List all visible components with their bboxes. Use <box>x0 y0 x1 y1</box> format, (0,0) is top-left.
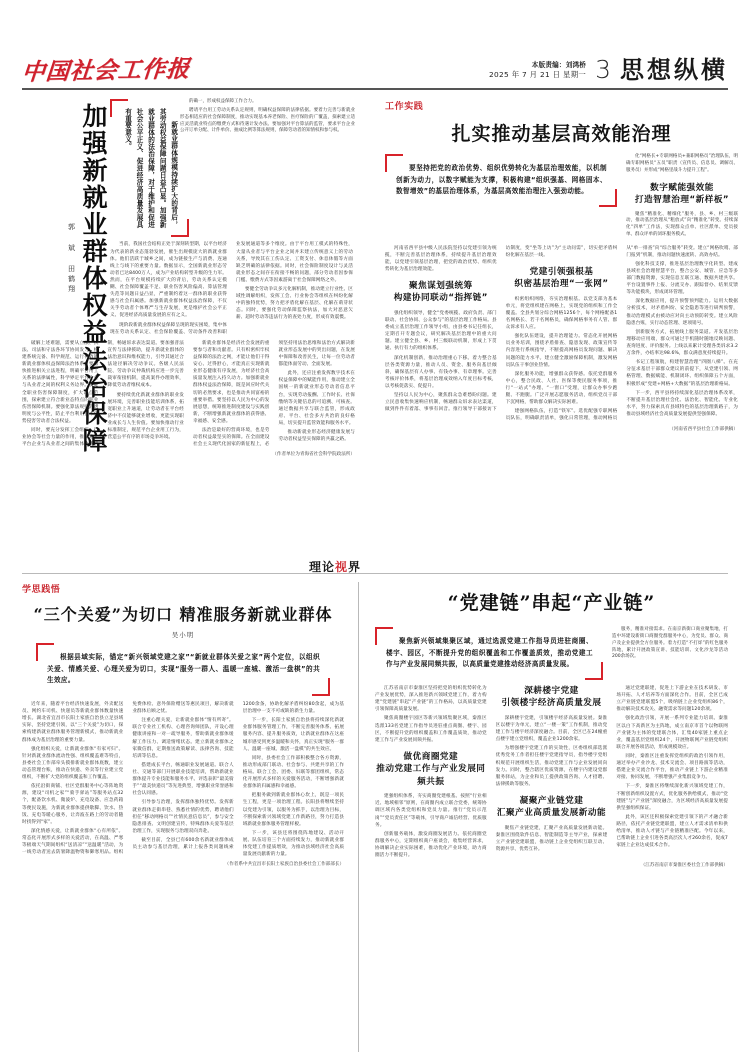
lead-paragraph: 根据县域实际，锚定“新兴领域党建之家”“新就业群体关爱之家”两个定位，以组织关爱、情感关爱、心理关爱为切口，实现“服务一群人、温暖一座城、激活一盘棋”的共生效应。 <box>36 643 330 696</box>
bottom-zone <box>22 582 728 1052</box>
article-source: （江苏省南京市秦淮区委社会工作部供稿） <box>640 863 728 869</box>
article-top-right <box>373 99 738 569</box>
paragraph: 同时，要充分发挥工会组织、行业协会等社会力量的作用，推动建立平台企业与从业者之间的集体协商机制，畅通诉求表达渠道。要加强普法宣传与法律援助，提升新就业群体的法治意识和维权能力，引导其通过合法途径解决劳动争议。各级人民法院、劳动争议仲裁机构应进一步完善裁审衔接机制，提高案件办理效率，降低劳动者维权成本。 <box>22 340 184 448</box>
paragraph: 近年来，随着平台经济快速发展，外卖配送员、网约车司机、快递员等新就业群体数量快速增长。湖北省宜昌市长阳土家族自治县立足县域实际，坚持党建引领，以“三个关爱”为切口，探索构建新就业群体服务管理新模式，推动新就业群体成为基层治理的重要力量。 <box>22 701 124 743</box>
paragraph: 新就业群体是经济社会发展的重要参与者和贡献者。只有织密织牢权益保障的法治之网，才能让他们干得安心、过得舒心，才能真正实现新就业形态健康有序发展，为经济社会高质量发展注入持久动力。加强新就业群体权益法治保障，既是回应时代关切的必然要求，也是推动共同富裕的重要举措。要坚持以人民为中心的发展思想，统筹推进制度建设与实践创新，不断增强新就业群体的获得感、幸福感、安全感。 <box>193 340 270 425</box>
paragraph: 引导参与治理，发挥群体独特优势。发挥新就业群体走街串巷、熟悉社情的优势，聘请他们担任“移动网格员”“社情民意信息员”，参与安全隐患排查、文明创建宣传、特殊群体关爱等基层治理工作，实现服务与治理双向奔赴。 <box>132 800 234 834</box>
paragraph: 深化数据应用，提升预警预判能力。运用大数据分析技术，对矛盾纠纷、安全隐患等进行研判预警，推动治理模式由被动应对向主动预防转变。建立风险隐患台账，实行动态管理、逐项销号。 <box>626 299 738 326</box>
subheading-line-2: 推动党建工作与产业发展同频共振 <box>376 764 486 787</box>
stamp-highlight: 视 <box>334 560 348 575</box>
lead-column <box>110 99 178 237</box>
article-top-left-head-block <box>110 99 355 237</box>
paragraph: 强化政治引领，开展一系列专业能力培训。秦淮区以白下高新区为主阵地，成立南京市首个以物联网产业链为主体的党建联合体，汇集40家链上重点企业，覆盖基层党组织24个，开展物联网产业链党组织联合开展各项活动，形成规模效应。 <box>616 716 728 750</box>
paragraph: 深耕楼宇党建，引领楼宇经济高质量发展。秦淮区以楼宇为单元，建立“一楼一策”工作机制，推动党建工作与楼宇经济深度融合。目前，全区已在24幢重点楼宇建立党组织，覆盖企业1200余家。 <box>495 715 608 743</box>
masthead <box>20 0 728 86</box>
article-bottom-right <box>363 582 728 1052</box>
paragraph: 把服务做到新就业群体心坎上，既是一项民生工程，更是一项治理工程。长阳县将继续坚持以党建为引领，以服务为抓手，以治理为目标，不断探索新兴领域党建工作新路径，努力打造县域新就业群体服务管理样板。 <box>242 793 345 827</box>
vertical-headline-wrap <box>28 103 106 503</box>
subheading <box>506 266 618 291</box>
paragraph: 同时，秦淮区注重发挥党组织的政治引领作用，通过举办产业沙龙、技术交流会、项目路演等活动，搭建企业交流合作平台，推动产业链上下游企业精准对接、协同发展，不断增强产业集群竞争力。 <box>616 753 728 781</box>
paragraph: 下一步，西平县将持续深化基层治理体系改革，不断提升基层治理社会化、法治化、智能化、专业化水平，努力探索具有县域特色的基层治理新路子，为推动县域经济社会高质量发展提供坚强保障。 <box>626 390 738 417</box>
lead-paragraph: 新就业群体规模持续扩大的背后，其劳动权益保障问题日益凸显。加强新就业群体的法治保障，对于维护和促进社会公平正义、促进经济高质量发展具有重要意义。 <box>110 99 189 237</box>
author-byline: 郭 斌 田鹤翔 <box>67 223 76 296</box>
section-name: 思想纵横 <box>620 56 728 85</box>
subheading <box>626 182 738 207</box>
paragraph: 创新服务方式，拓展线上服务渠道。开发基层治理移动应用端，群众可通过手机随时随地反映问题、查询进度、评价服务。上线以来累计受理各类诉求3.2万余件，办结率达98.6%，群众满意度持续提升。 <box>626 329 738 357</box>
paragraph: 深化服务功能，增强群众获得感。依托党群服务中心，整合民政、人社、医保等便民服务事项，推行“一站式”办理、“一窗口”受理，让群众办事少跑腿、不跑腿。广泛开展志愿服务活动，组织党员干部下沉网格，帮助群众解决实际困难。 <box>505 371 618 406</box>
paragraph: 现阶段新就业群体权益保障呈现的现实困境，集中体现在劳动关系认定、社会保险覆盖、劳动条件改善和职业发展通道等多个维度。由于平台用工模式的特殊性，大量从业者与平台企业之间并未建立传统意义上的劳动关系，导致其在工伤认定、工资支付、休息休假等方面缺乏明确的法律依据。同时，社会保险制度设计与灵活就业形态之间存在衔接不畅的问题，部分劳动者因参保门槛、缴费方式等因素游离于社会保障网络之外。 <box>110 242 353 335</box>
subheading-line-1: 数字赋能强效能 <box>650 182 714 193</box>
subheading-line-1: 聚焦谋划强统筹 <box>408 280 473 291</box>
page-number: 3 <box>595 55 611 85</box>
masthead-rule <box>22 88 728 90</box>
subheading <box>375 751 487 788</box>
article-bottom-left <box>22 582 354 1052</box>
page-editor-line: 本版责编：刘鸿桥 <box>531 61 587 70</box>
page-title: 加强新就业群体权益法治保障 <box>79 103 108 455</box>
publication-date: 2025 年 7 月 21 日 星期一 <box>489 70 587 80</box>
paragraph: 下一步，秦淮区将继续深化新兴领域党建工作，不断创新组织设置方式，优化服务供给模式，推动“党建链”与“产业链”深度融合，为区域经济高质量发展提供坚强组织保证。 <box>616 784 728 811</box>
section-kicker: 工作实践 <box>385 102 424 113</box>
paragraph: 服务，精准对接需求。在南京新街口商业聚集地，打造中环建设新街口商圈党群服务中心，为党员、群众、商户及企业提供全方位服务。着力打造“不打烊”的红色服务阵地，累计开展政策宣讲、技能培训、文化沙龙等活动200余场次。 <box>612 627 728 660</box>
paragraph: 强化组织关爱，让新就业群体“有家可归”。针对新就业群体流动性强、组织覆盖难等特点，县委社会工作部牵头摸排新就业群体底数，建立动态管理台账，推动在快递、外卖等行业建立党组织，不断扩大党的组织覆盖和工作覆盖。 <box>22 746 124 781</box>
masthead-right-group <box>489 55 728 85</box>
paragraph: 同时，县委社会工作部积极整合各方资源，推动形成部门联动、社会参与、共建共享的工作格局。联合工会、团委、妇联等群团组织，常态化开展形式多样的关爱服务活动，不断增强新就业群体的归属感和幸福感。 <box>242 755 345 790</box>
article-headline: “三个关爱”为切口 精准服务新就业群体 <box>33 605 333 625</box>
subheading-line-1: 党建引领强根基 <box>529 266 594 277</box>
paragraph: 此外，还应注重发挥数字技术在权益保障中的赋能作用，推动建立全国统一的新就业形态劳动者信息平台，实现劳动报酬、工作时长、社保缴纳等关键信息的可追溯、可核查。通过数据共享与联合监管，形成政府、平台、社会多方共治的良好格局，切实提升监管效能和服务水平。 <box>278 371 355 427</box>
paragraph: 聚焦产业链党建，汇聚产业高质量发展新动能。秦淮区围绕软件信息、智能制造等主导产业，探索建立产业链党建联盟，推动链上企业党组织互联互动、资源共享、优势互补。 <box>495 825 608 853</box>
paragraph: 法治是最好的营商环境，也是劳动者权益最坚实的保障。在全面建设社会主义现代化国家的新征程上，必须坚持用法治思维和法治方式解决新就业形态发展中的突出问题，在发展中保障和改善民生，让每一位劳动者都能体面劳动、全面发展。 <box>193 340 355 448</box>
subheading <box>496 795 608 820</box>
paragraph: 坚持以人民为中心，聚焦群众急难愁盼问题。建立民意收集快速响应机制，畅通群众诉求表达渠道，做到件件有着落、事事有回音。推行领导干部接访下访制度，变“坐等上访”为“主动问需”，切实把矛盾纠纷化解在基层一线。 <box>385 245 618 413</box>
paragraph: 强化科技支撑，推进基层治理数字化转型。建成县域社会治理智慧平台，整合公安、城管、应急等多部门数据资源，实现信息互联互通、数据共建共享。平台设置事件上报、分流交办、跟踪督办、结果反馈等功能模块，形成闭环管理。 <box>626 261 738 296</box>
masthead-meta <box>489 61 586 82</box>
paragraph: 下一步，该县还将围绕阵地建设、活动开展、队伍培育三个方面持续发力，推动新就业群体党建工作提质增效，为推动县域经济社会高质量发展贡献新的力量。 <box>242 830 345 858</box>
article-source: （河南省西平县社会工作部供稿） <box>669 426 738 432</box>
paragraph: 的确一，形成权益保障工作合力。 <box>189 99 257 105</box>
paragraph: 建强网格队伍，打造“铁军”。选优配强专职网格员队伍，明确职责清单，强化日常管理，推动网格员从“单一排查”向“综合服务”转变。建立“网格吹哨、部门报到”机制，推动问题快速流转、高效办结。 <box>505 245 738 422</box>
article-headline: 扎实推动基层高效能治理 <box>451 123 672 146</box>
subheading <box>496 685 608 710</box>
paragraph: 织密组织网络，夯实治理根基。以党支部为基本单元，将党组织建在网格上，实现党的组织和工作全覆盖。全县共划分综合网格1256个，每个网格配备1名网格长、若干名网格员，确保网格事务有人管、群众诉求有人应。 <box>505 296 618 331</box>
subheading-line-2: 织密基层治理“一张网” <box>514 279 609 290</box>
article-headline: “党建链”串起“产业链” <box>447 592 656 615</box>
top-zone <box>22 99 738 575</box>
paragraph: 强化组织领导，健全“党委统揽、政府负责、部门联动、社会协同、公众参与”的基层治理工作格局。县委成立基层治理工作领导小组，由县委书记任组长，定期召开专题会议，研究解决基层治理中的重大问题。建立健全县、乡、村三级联动机制，形成上下贯通、执行有力的组织体系。 <box>385 310 497 352</box>
subheading-line-1: 做优商圈党建 <box>403 751 459 762</box>
paragraph: 化“网格长+专职网格员+兼职网格员”治理队伍，明确专职网格员“五员”职责（宣传员、信息员、调解员、服务员）并形成“网格里战斗力提升工程”。 <box>626 154 738 173</box>
article-body <box>22 701 344 858</box>
paragraph: 依托沿街商铺、社区党群服务中心等阵地资源，建设“司机之家”“骑手驿站”等服务站点32个，配备饮水机、微波炉、充电设备、应急药箱等便民设施，为新就业群体提供歇脚、饮水、热饭、充电等暖心服务，让奔波在路上的劳动者随时找得到“家”。 <box>22 784 124 825</box>
article-body <box>375 685 728 859</box>
paragraph: 聚焦“精准化、精细化”服务，县、乡、村三级联动，推动基层治理从“粗放式”向“精准化”转变。持续深化“四单”工作法，实现群众点单、社区派单、党员接单、群众评单的闭环服务模式。 <box>626 211 738 237</box>
paragraph: 要持续优化新就业群体的职业发展环境，完善职业技能培训体系，拓宽职业上升通道，让劳动者在平台经济中不仅能够就业增收，更能实现职业成长与人生价值。要加快推动行业标准制定，规范平台企业用工行为，营造公平有序的市场竞争环境。 <box>107 392 184 441</box>
subheading-line-2: 引领楼宇经济高质量发展 <box>501 698 602 709</box>
paragraph: 下一步，长阳土家族自治县将持续深化新就业群体服务管理工作，不断完善服务体系、拓展服务内容、提升服务质效，让新就业群体在这座城市感受到更多温暖和关怀，真正实现“服务一群人、温暖一座城、激活一盘棋”的共生效应。 <box>242 718 345 752</box>
paragraph: 注重心理关爱，让新就业群体“情有所寄”。联合专业社工机构、心理咨询师团队，开设心理健康讲座和一对一疏导服务，帮助新就业群体缓解工作压力、调适情绪状态。建立新就业群体之家微信群，定期推送政策解读、法律咨询、技能培训等信息。 <box>132 718 234 759</box>
paragraph: 深化情感关爱，让新就业群体“心有所依”。常态化开展形式多样的关爱活动，在高温、严寒等极端天气期间组织“送清凉”“送温暖”活动，为一线劳动者送去防暑降温物资和御寒用品。组织免费体检、意外保险赠送等惠民项目，解决新就业群体后顾之忧。 <box>22 701 234 856</box>
paragraph: 为增强楼宇党建工作的实效性，区委组织部选派优秀党务工作者担任楼宇党建指导员，指导楼宇党组织规范开展组织生活，推动党建工作与企业发展同向发力。同时，整合辖区优质资源，在楼宇内建设党群服务驿站，为企业和员工提供政策咨询、人才招聘、法律援助等服务。 <box>495 746 608 787</box>
subheading-line-1: 深耕楼宇党建 <box>524 685 579 696</box>
section-kicker: 学思践悟 <box>22 585 61 596</box>
paragraph: 推动新就业形态经济健康发展与劳动者权益坚实保障的共赢之路。 <box>278 430 355 443</box>
zone-divider <box>22 573 728 574</box>
subheading-line-2: 构建协同联动“指挥链” <box>393 293 488 304</box>
paragraph: 截至目前，全县已有600余名新就业群体成员主动参与基层治理，累计上报各类问题线索1200余条，协助化解矛盾纠纷80余起，成为基层治理中一支不可或缺的新生力量。 <box>132 701 345 851</box>
article-side-column <box>612 627 728 680</box>
subheading <box>385 280 497 305</box>
paragraph: 创新服务载体，激发商圈发展活力。依托商圈党群服务中心，定期组织商户座谈会，收集经营诉求，协调解决企业实际困难，推动优化产业环境，助力商圈活力不断提升。 <box>375 831 487 859</box>
article-body-mid <box>110 241 353 335</box>
article-source: （作者系中共宜昌市长阳土家族自治县委社会工作部部长） <box>224 862 345 868</box>
paragraph: 建强组织体系，夯实商圈党建根基。按照“行业相近、地域相邻”原则，在商圈内成立联合党委，统筹协调区域内各类党组织和党员力量。推行“党员示范岗”“党员责任区”等载体，引导商户诚信经营、优质服务。 <box>375 794 487 828</box>
subheading-line-2: 打造智慧治理“新样板” <box>634 195 730 206</box>
paragraph: 搭建成长平台，畅通职业发展通道。联合人社、交通等部门开展职业技能培训，帮助新就业群体提升专业技能和服务水平。评选表彰“最美骑手”“最美快递员”等先进典型，增强职业荣誉感和社会认同感。 <box>132 762 234 797</box>
paragraph: 书记工程领航，构建智慧治理“四圈八梯”。在充分征求基层干部群众建议的前提下，从党建引领、网格管理、数据赋能、机制闭环、组织保障五个方面，积极形成“党建+网格+大数据”的基层治理新格局。 <box>626 360 738 387</box>
article-top-left <box>22 99 365 575</box>
paragraph: 深化机制创新，推动治理重心下移。着力整合基层各类资源力量，推动人员、资金、服务向基层倾斜，确保基层有人办事、有钱办事、有章理事。完善考核评价体系，将基层治理成效纳入年度目标考核，以考核促落实、促提升。 <box>385 355 497 389</box>
paragraph: 此外，该区还积极探索党建引领下的产才融合新路径，依托产业链党建联盟，建立人才需求清单和供给清单，推动人才链与产业链精准匹配。今年以来，已帮助链上企业引进各类高层次人才260余名，促成7家链上企业达成技术合作。 <box>616 814 728 849</box>
column-divider <box>358 582 359 1052</box>
subheading-line-2: 汇聚产业高质量发展新动能 <box>496 808 607 819</box>
stamp-prefix: 理论 <box>308 560 335 575</box>
stamp-suffix: 界 <box>347 560 361 575</box>
lead-paragraph: 聚焦新兴领域集聚区域，通过选派党建工作指导员进驻商圈、楼宇、园区，不断提升党的组织覆盖和工作覆盖质效，推动党建工作与产业发展同频共振，以高质量党建推动经济高质量发展。 <box>375 627 603 680</box>
article-body <box>385 245 738 423</box>
paragraph: 河南省西平县中级人民法院坚持以党建引领为统揽，不断完善基层治理体系，持续提升基层治理效能，以党建引领基层治理，把党的政治优势、组织优势转化为基层治理效能。 <box>385 245 497 272</box>
paragraph: 江苏省南京市秦淮区坚持把党的组织优势转化为产业发展优势，深入推进新兴领域党建工作，着力构建“党建链”串起“产业链”的工作格局，以高质量党建引领保障高质量发展。 <box>375 685 487 713</box>
article-side-column <box>626 154 738 240</box>
theory-stamp <box>309 558 361 575</box>
paragraph: 聚焦商圈楼宇园区等新兴领域集聚区域，秦淮区选派133名党建工作指导员进驻重点商圈、楼宇、园区，不断提升党的组织覆盖和工作覆盖质效，推动党建工作与产业发展同频共振。 <box>375 716 487 743</box>
article-source: （作者单位为青海省社会科学院政法所） <box>272 452 355 458</box>
author-byline: 吴小明 <box>171 631 195 640</box>
subheading-line-1: 凝聚产业链党建 <box>519 795 584 806</box>
paragraph: 当前，我国社会结构正处于深刻转型期，以平台经济为代表的新业态蓬勃发展，催生出规模庞大的新就业群体。他们活跃于城乡之间，成为链接生产与消费、连通线上与线下的重要力量。数据显示，全国新就业形态劳动者已达8400万人，成为产业结构转型升级的生力军。然而，在平台规模持续扩大的背后，劳动关系认定模糊、社会保障覆盖不足、职业伤害风险偏高、算法管理失范等问题日益凸显，严重制约着这一群体的职业获得感与社会归属感。加强新就业群体权益法治保障，不仅关乎劳动者个体尊严与生存发展，更是维护社会公平正义、促进经济高质量发展的应有之义。 <box>110 242 227 319</box>
newspaper-logo: 中国社会工作报 <box>20 55 192 86</box>
lead-paragraph: 要坚持把党的政治优势、组织优势转化为基层治理效能，以机制创新为动力，以数字赋能为支撑，积极构建“组织强基、网格固本、数智增效”的基层治理体系，为基层高效能治理注入强劲动能。 <box>385 154 617 207</box>
article-body-early <box>180 99 355 237</box>
paragraph: 破解上述难题，需要从立法、执法、司法和守法各环节协同发力，构建系统完备、科学规范、运行有效的新就业群体权益保障法治体系。要加快推进相关立法进程，明确平台用工关系的法律属性，科学界定平台企业与从业者之间的权利义务边界。要健全职业伤害保障制度，扩大试点范围，探索建立符合新业态特点的职业伤害保障机制。要强化算法规则的透明度与公平性，防止平台利用技术优势侵害劳动者合法权益。 <box>22 340 99 425</box>
paragraph: 聘请平台用工劳动关系认定规则，明确权益保障的法律依据。要着力完善与新就业形态相适应的社会保障制度，推动实现基本养老保险、医疗保险的广覆盖，探索建立适应灵活就业特点的缴费方式和待遇计发办法。要加强对平台算法的监管，要求平台企业公开订单分配、计件单价、抽成比例等算法规则，保障劳动者的知情权和参与权。 <box>180 108 355 134</box>
paragraph: 通过党建联建，促进上下游企业在技术研发、市场开拓、人才培养等方面深化合作。目前，全区已成立产业链党建联盟5个，吸纳链上企业党组织86个，推动解决技术攻关、融资需求等问题120余项。 <box>616 685 728 713</box>
paragraph: 强化队伍建设，提升治理能力。常态化开展网格员业务培训，围绕矛盾排查、隐患发现、政策宣传等内容进行系统指导，不断提高网格员发现问题、解决问题的能力水平。建立健全激励保障机制，激发网格员队伍干事创业热情。 <box>505 334 618 368</box>
paragraph: 要健全劳动争议多元化解机制，推动建立行业性、区域性调解组织，发挥工会、行业协会等组织在纠纷化解中的独特优势，努力把矛盾化解在基层、化解在萌芽状态。同时，要强化劳动保障监察执法，加大对恶意欠薪、超时劳动等违法行为的查处力度，形成有效震慑。 <box>236 287 353 321</box>
